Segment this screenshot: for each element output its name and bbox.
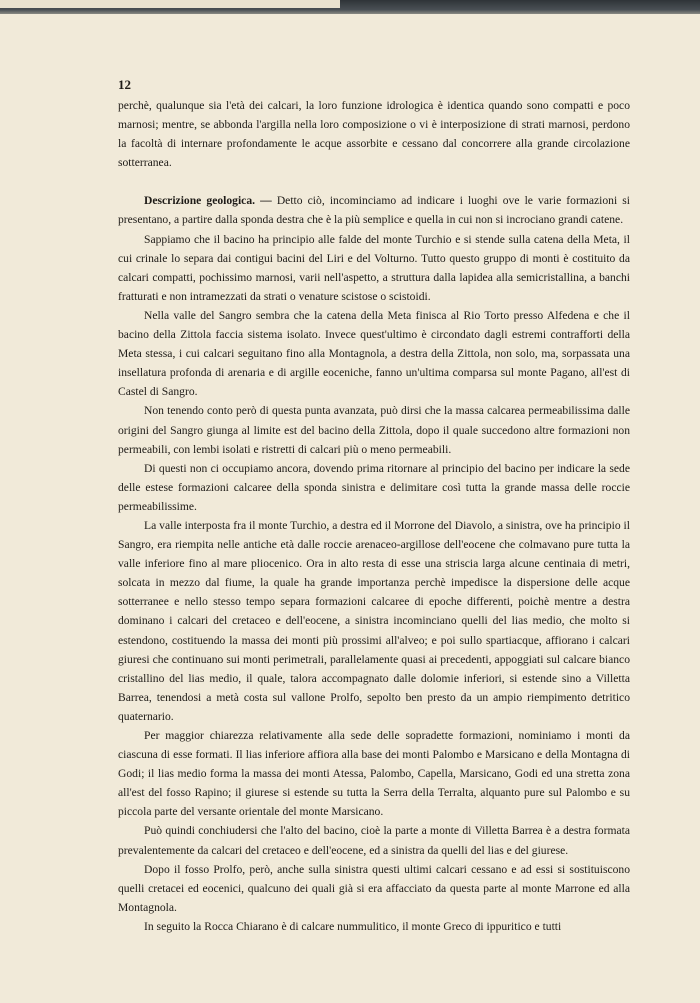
paragraph: La valle interposta fra il monte Turchio, a destra ed il Morrone del Diavolo, a sinistra, ove ha principio il Sangro, era riempita nelle antiche età dalle roccie arenaceo-argillose dell'eocene che colmavano pure tutta la valle inferiore fino al mare pliocenico. Ora in alto resta di esse una striscia larga alcune centinaia di metri, solcata in mezzo dal fiume, la quale ha grande importanza perchè impedisce la dispersione delle acque sotterranee e nello stesso tempo separa formazioni calcaree di epoche differenti, poichè mentre a destra dominano i calcari del cretaceo e dell'eocene, a sinistra incominciano quelli del lias medio, che molto si estendono, costituendo la massa dei monti più prossimi all'alveo; e poi sullo spartiacque, affiorano i calcari giuresi che continuano sui monti perimetrali, parallelamente quasi ai precedenti, appoggiati sul calcare bianco cristallino del lias medio, il quale, talora accompagnato dalle dolomie inferiori, si estende sino a Villetta Barrea, tenendosi a metà costa sul vallone Prolfo, sepolto ben presto da un ampio riempimento detritico quaternario.	[118, 518, 630, 723]
paragraph-continuation: perchè, qualunque sia l'età dei calcari, la loro funzione idrologica è identica quando sono compatti e poco marnosi; mentre, se abbonda l'argilla nella loro composizione o vi è interposizione di strati marnosi, perdono la facoltà di internare profondamente le acque assorbite e cessano dal concorrere alla grande circolazione sotterranea.	[118, 99, 630, 170]
paragraph: Non tenendo conto però di questa punta avanzata, può dirsi che la massa calcarea permeabilissima dalle origini del Sangro giunga al limite est del bacino della Zittola, dopo il quale succedono altre formazioni non permeabili, con lembi isolati e ristretti di calcari più o meno permeabili.	[118, 404, 630, 456]
paragraph: Per maggior chiarezza relativamente alla sede delle sopradette formazioni, nominiamo i monti da ciascuna di esse formati. Il lias inferiore affiora alla base dei monti Palombo e Marsicano e della Montagna di Godi; il lias medio forma la massa dei monti Atessa, Palombo, Capella, Marsicano, Godi ed una stretta zona all'est del fosso Rapino; il giurese si estende su tutta la Serra della Terralta, alquanto pure sul Palombo e su piccola parte del versante orientale del monte Marsicano.	[118, 729, 630, 819]
paragraph: Può quindi conchiudersi che l'alto del bacino, cioè la parte a monte di Villetta Barrea è a destra formata prevalentemente da calcari del cretaceo e dell'eocene, ed a sinistra da quelli del lias e del giurese.	[118, 824, 630, 857]
section-gap	[118, 172, 630, 191]
paragraph: Nella valle del Sangro sembra che la catena della Meta finisca al Rio Torto presso Alfedena e che il bacino della Zittola faccia sistema isolato. Invece quest'ultimo è circondato dagli estremi contrafforti della Meta stessa, i cui calcari seguitano fino alla Montagnola, a destra della Zittola, non solo, ma, sorpassata una insellatura profonda di arenaria e di argille eoceniche, fanno un'ultima comparsa sul monte Pagano, all'est di Castel di Sangro.	[118, 308, 630, 399]
paragraph: In seguito la Rocca Chiarano è di calcare nummulitico, il monte Greco di ippuritico e tutti	[144, 919, 562, 933]
section-heading: Descrizione geologica. —	[144, 194, 272, 208]
section-intro-text: Detto ciò, incominciamo ad indicare i luoghi ove le varie formazioni si presentano, a partire dalla sponda destra che è la più semplice e quella in cui non si incrociano grandi catene.	[118, 194, 631, 227]
page-number: 12	[118, 77, 131, 92]
paragraph: Sappiamo che il bacino ha principio alle falde del monte Turchio e si stende sulla catena della Meta, il cui crinale lo separa dai contigui bacini del Liri e del Volturno. Tutto questo gruppo di monti è costituito da calcari compatti, pochissimo marnosi, varii nell'aspetto, a struttura dalla lapidea alla semicristallina, a banchi fratturati e non intramezzati da strati o venature scistose o scistoidi.	[118, 232, 630, 303]
paragraph: Di questi non ci occupiamo ancora, dovendo prima ritornare al principio del bacino per indicare la sede delle estese formazioni calcaree della sponda sinistra e delimitare così tutta la grande massa delle roccie permeabilissime.	[118, 461, 630, 513]
paragraph: Dopo il fosso Prolfo, però, anche sulla sinistra questi ultimi calcari cessano e ad essi si sostituiscono quelli cretacei ed eocenici, qualcuno dei quali già si era affacciato da questa parte al monte Marrone ed alla Montagnola.	[118, 862, 630, 914]
document-page	[118, 76, 630, 936]
scan-top-edge-paper	[0, 0, 340, 8]
paragraph-section-intro	[118, 191, 630, 229]
